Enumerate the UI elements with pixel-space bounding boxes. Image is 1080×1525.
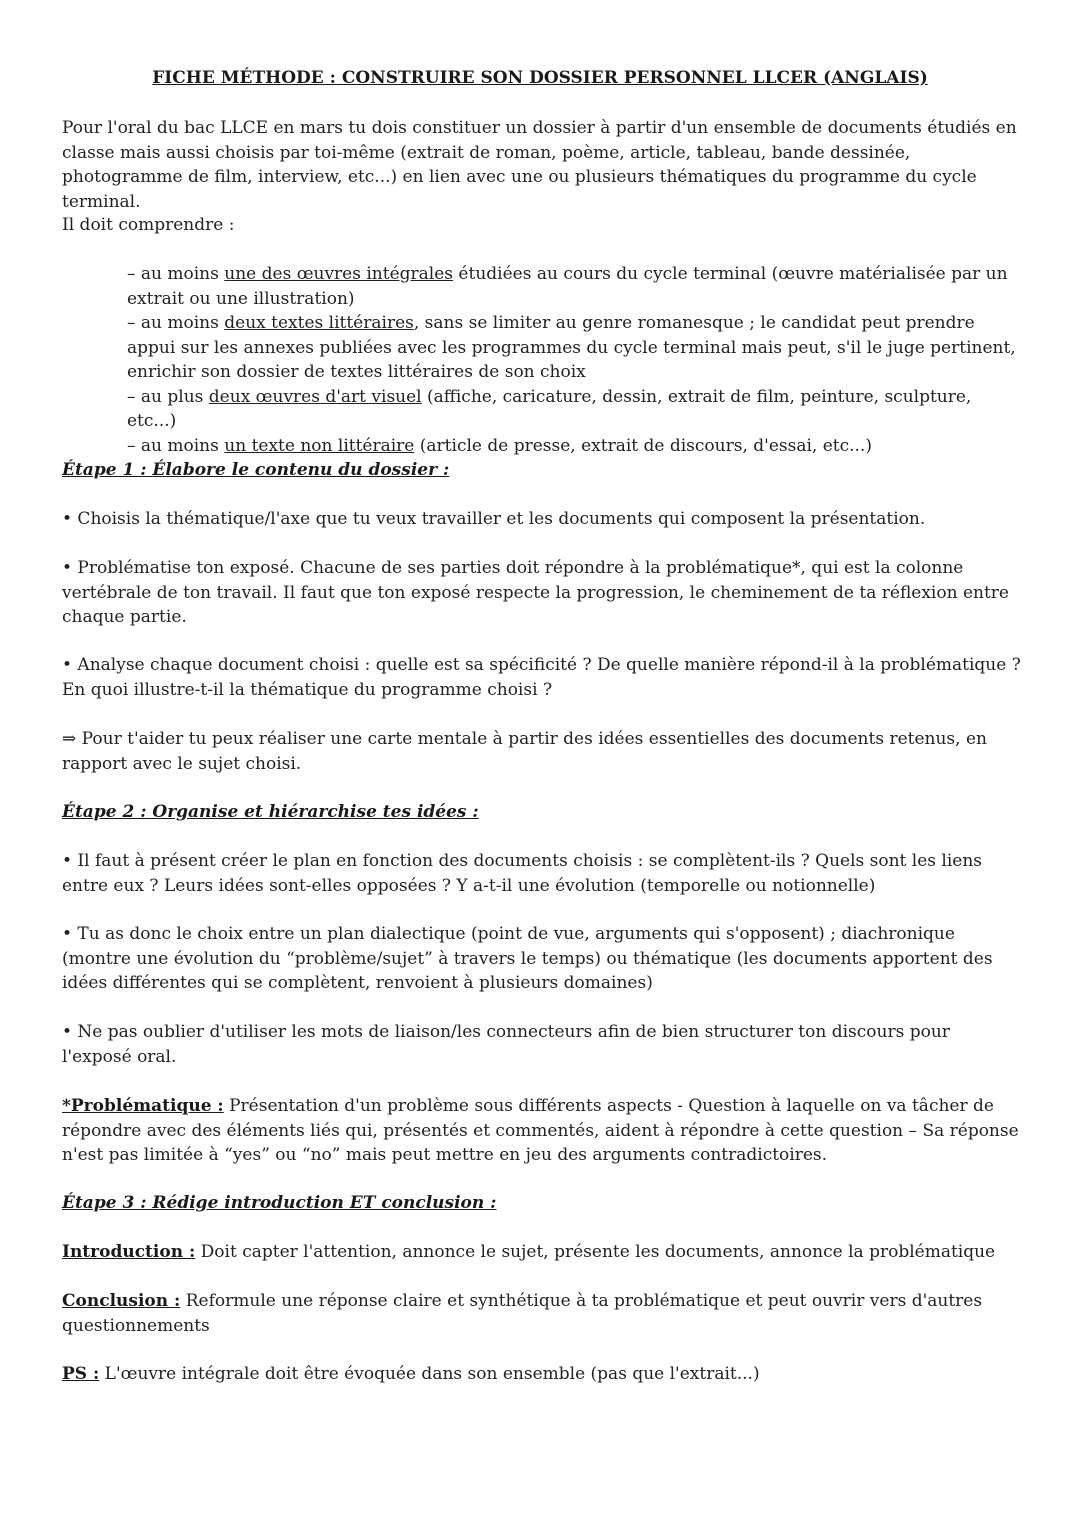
requirement-item: – au moins deux textes littéraires, sans se limiter au genre romanesque ; le candidat peut prendre appui sur les annexes publiées avec les programmes du cycle terminal mais peut, s'il le juge pertinent, enrichir son dossier de textes littéraires de son choix bbox=[127, 313, 1016, 382]
requirements-list bbox=[62, 262, 1022, 458]
ps-note: PS : L'œuvre intégrale doit être évoquée dans son ensemble (pas que l'extrait...) bbox=[62, 1364, 760, 1384]
requirement-item: – au moins une des œuvres intégrales étudiées au cours du cycle terminal (œuvre matérialisée par un extrait ou une illustration) bbox=[127, 264, 1008, 309]
etape1-point-2: • Problématise ton exposé. Chacune de ses parties doit répondre à la problématique*, qui est la colonne vertébrale de ton travail. Il faut que ton exposé respecte la progression, le cheminement de ta réflexion entre chaque partie. bbox=[62, 558, 1009, 627]
conclusion-paragraph: Conclusion : Reformule une réponse claire et synthétique à ta problématique et peut ouvrir vers d'autres questionnements bbox=[62, 1291, 983, 1336]
etape1-point-3: • Analyse chaque document choisi : quelle est sa spécificité ? De quelle manière répond-il à la problématique ? En quoi illustre-t-il la thématique du programme choisi ? bbox=[62, 655, 1021, 700]
requirements-lead: Il doit comprendre : bbox=[62, 215, 235, 235]
problematique-label: *Problématique : bbox=[62, 1096, 224, 1116]
requirement-key: un texte non littéraire bbox=[224, 435, 415, 456]
etape1-tip: ⇒ Pour t'aider tu peux réaliser une carte mentale à partir des idées essentielles des documents retenus, en rapport avec le sujet choisi. bbox=[62, 729, 987, 774]
requirement-key: deux œuvres d'art visuel bbox=[208, 386, 422, 407]
conclusion-label: Conclusion : bbox=[62, 1291, 181, 1311]
requirement-item: – au moins un texte non littéraire (article de presse, extrait de discours, d'essai, etc...) bbox=[127, 435, 872, 456]
etape1-point-1: • Choisis la thématique/l'axe que tu veux travailler et les documents qui composent la présentation. bbox=[62, 509, 926, 529]
requirement-item: – au plus deux œuvres d'art visuel (affiche, caricature, dessin, extrait de film, peinture, sculpture, etc...) bbox=[127, 386, 972, 431]
etape1-heading: Étape 1 : Élabore le contenu du dossier : bbox=[62, 460, 450, 480]
introduction-paragraph: Introduction : Doit capter l'attention, annonce le sujet, présente les documents, annonce la problématique bbox=[62, 1242, 996, 1262]
page-title: FICHE MÉTHODE : CONSTRUIRE SON DOSSIER PERSONNEL LLCER (ANGLAIS) bbox=[152, 68, 928, 88]
intro-paragraph: Pour l'oral du bac LLCE en mars tu dois constituer un dossier à partir d'un ensemble de documents étudiés en classe mais aussi choisis par toi-même (extrait de roman, poème, article, tableau, bande dessinée, photogramme de film, interview, etc...) en lien avec une ou plusieurs thématiques du programme du cycle terminal. bbox=[62, 118, 1017, 212]
etape3-heading: Étape 3 : Rédige introduction ET conclusion : bbox=[62, 1193, 497, 1213]
problematique-definition: *Problématique : Présentation d'un problème sous différents aspects - Question à laquelle on va tâcher de répondre avec des éléments liés qui, présentés et commentés, aident à répondre à cette question – Sa réponse n'est pas limitée à “yes” ou “no” mais peut mettre en jeu des arguments contradictoires. bbox=[62, 1096, 1019, 1165]
requirement-key: une des œuvres intégrales bbox=[224, 264, 454, 284]
ps-label: PS : bbox=[62, 1364, 100, 1384]
etape2-point-2: • Tu as donc le choix entre un plan dialectique (point de vue, arguments qui s'opposent) ; diachronique (montre une évolution du “problème/sujet” à travers le temps) ou thématique (les documents apportent des idées différentes qui se complètent, renvoient à plusieurs domaines) bbox=[62, 924, 993, 993]
requirement-key: deux textes littéraires bbox=[224, 313, 414, 333]
etape2-heading: Étape 2 : Organise et hiérarchise tes idées : bbox=[62, 802, 479, 822]
introduction-label: Introduction : bbox=[62, 1242, 196, 1262]
etape2-point-1: • Il faut à présent créer le plan en fonction des documents choisis : se complètent-ils ? Quels sont les liens entre eux ? Leurs idées sont-elles opposées ? Y a-t-il une évolution (temporelle ou notionnelle) bbox=[62, 851, 983, 896]
etape2-point-3: • Ne pas oublier d'utiliser les mots de liaison/les connecteurs afin de bien structurer ton discours pour l'exposé oral. bbox=[62, 1022, 950, 1067]
